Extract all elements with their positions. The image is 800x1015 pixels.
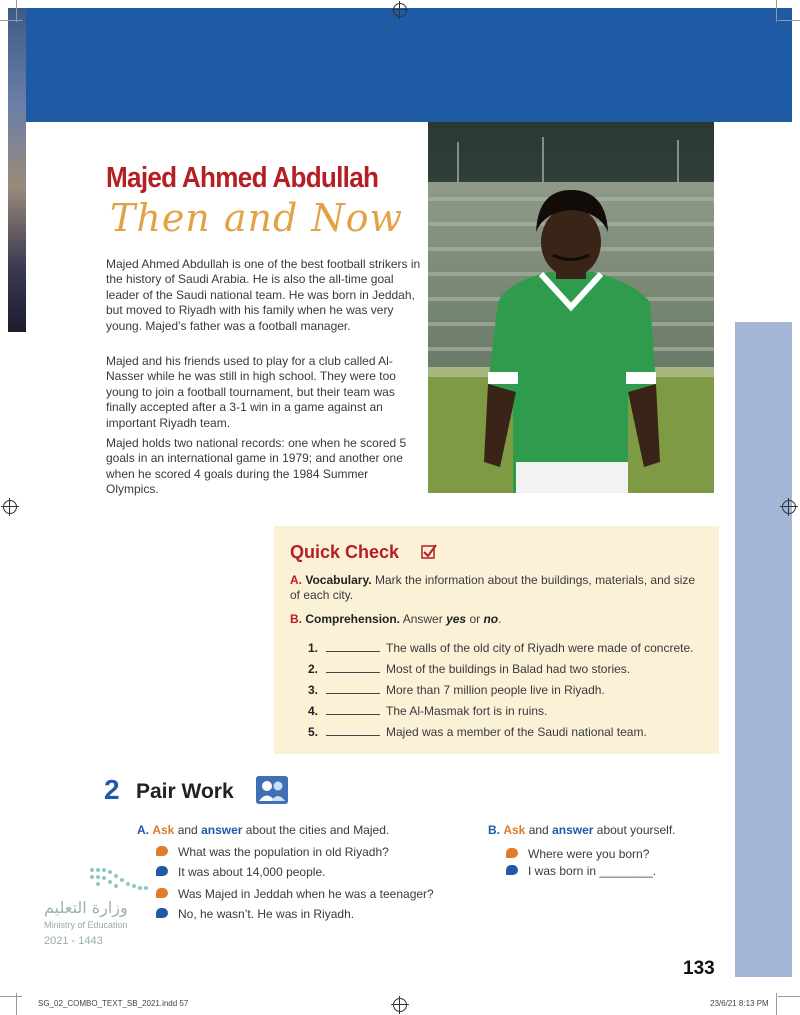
dialogue-line <box>156 865 325 879</box>
item-text: More than 7 million people live in Riyadh. <box>386 683 605 697</box>
quick-check-b-text: Answer <box>402 612 443 626</box>
quick-check-b-label: B. <box>290 612 302 626</box>
speech-bubble-icon <box>156 908 168 918</box>
speech-bubble-icon <box>506 848 518 858</box>
registration-mark <box>393 998 407 1012</box>
pair-work-icon <box>256 776 288 804</box>
answer-blank[interactable] <box>326 640 380 652</box>
crop-mark <box>16 0 17 22</box>
crop-mark <box>0 20 22 21</box>
header-band <box>25 8 792 122</box>
item-number: 3. <box>308 683 319 697</box>
dialogue-text: Was Majed in Jeddah when he was a teenager? <box>178 887 434 901</box>
dialogue-line <box>506 864 656 878</box>
crop-mark <box>0 996 22 997</box>
checkbox-checked-icon <box>421 543 437 559</box>
quick-check-b <box>290 612 700 627</box>
item-text: Most of the buildings in Balad had two stories. <box>386 662 631 676</box>
quick-check-a <box>290 573 700 603</box>
quick-check-a-bold: Vocabulary. <box>305 573 372 587</box>
crop-mark <box>776 993 777 1015</box>
item-number: 2. <box>308 662 319 676</box>
registration-mark <box>393 3 407 17</box>
pair-work-b-rest: about yourself. <box>596 823 676 837</box>
ask-word: Ask <box>152 823 175 837</box>
player-photo <box>428 122 714 493</box>
item-text: Majed was a member of the Saudi national team. <box>386 725 647 739</box>
dialogue-line <box>156 845 389 859</box>
city-skyline-strip <box>8 8 26 332</box>
answer-blank[interactable] <box>326 724 380 736</box>
article-title: Majed Ahmed Abdullah <box>106 162 379 194</box>
article-subtitle: Then and Now <box>110 196 404 240</box>
section-number: 2 <box>104 774 120 805</box>
dialogue-line <box>156 907 354 921</box>
quick-check-item <box>308 682 605 697</box>
quick-check-b-period: . <box>498 612 502 626</box>
pair-work-b-label: B. <box>488 823 500 837</box>
dialogue-line <box>156 887 434 901</box>
registration-mark <box>782 500 796 514</box>
answer-word: answer <box>552 823 594 837</box>
dialogue-line <box>506 847 649 861</box>
answer-blank[interactable] <box>326 703 380 715</box>
speech-bubble-icon <box>156 846 168 856</box>
dialogue-text: No, he wasn’t. He was in Riyadh. <box>178 907 355 921</box>
quick-check-item <box>308 661 630 676</box>
crop-mark <box>778 996 800 997</box>
quick-check-item <box>308 724 647 739</box>
registration-mark <box>3 500 17 514</box>
quick-check-a-text: Mark the information about the buildings, materials, and size of each city. <box>290 573 696 602</box>
ministry-logo-dots <box>88 866 154 892</box>
answer-blank[interactable] <box>326 682 380 694</box>
and-word: and <box>177 823 198 837</box>
quick-check-b-bold: Comprehension. <box>305 612 401 626</box>
ask-word: Ask <box>503 823 526 837</box>
article-paragraph-2: Majed and his friends used to play for a club called Al-Nasser while he was still in high school. They were too young to join a football tournament, but their team was finally accepted after a 3-1 win in a game against an important Riyadh team. <box>106 354 396 430</box>
quick-check-title: Quick Check <box>290 542 400 562</box>
pair-work-a-label: A. <box>137 823 149 837</box>
answer-word: answer <box>201 823 243 837</box>
item-text: The walls of the old city of Riyadh were made of concrete. <box>386 641 694 655</box>
pair-work-b-heading <box>488 823 676 837</box>
dialogue-text: What was the population in old Riyadh? <box>178 845 389 859</box>
ministry-logo-english: Ministry of Education <box>44 920 128 930</box>
ministry-logo-year: 2021 - 1443 <box>44 935 103 947</box>
crop-mark <box>778 20 800 21</box>
quick-check-a-label: A. <box>290 573 302 587</box>
quick-check-b-no: no <box>483 612 499 626</box>
dialogue-text: I was born in ________. <box>528 864 657 878</box>
item-number: 5. <box>308 725 319 739</box>
footer-timestamp: 23/6/21 8:13 PM <box>710 999 769 1008</box>
speech-bubble-icon <box>506 865 518 875</box>
article-paragraph-3: Majed holds two national records: one when he scored 5 goals in an international game in 1979; and another one when he scored 4 goals during the 1984 Summer Olympics. <box>106 436 407 497</box>
section-title: Pair Work <box>136 780 234 803</box>
side-color-bar <box>735 322 792 977</box>
pair-work-a-rest: about the cities and Majed. <box>245 823 390 837</box>
crop-mark <box>776 0 777 22</box>
quick-check-item <box>308 640 693 655</box>
page-number: 133 <box>683 958 715 979</box>
footer-file-name: SG_02_COMBO_TEXT_SB_2021.indd 57 <box>38 999 189 1008</box>
dialogue-text: It was about 14,000 people. <box>178 865 326 879</box>
dialogue-text: Where were you born? <box>528 847 650 861</box>
article-paragraph-1: Majed Ahmed Abdullah is one of the best football strikers in the history of Saudi Arabia. He is also the all-time goal leader of the Saudi national team. He was born in Jeddah, but moved to Riyadh with his family when he was very young. Majed’s father was a football manager. <box>106 257 421 333</box>
quick-check-box <box>274 526 719 754</box>
player-illustration <box>428 122 714 493</box>
pair-work-a-heading <box>137 823 389 837</box>
quick-check-b-or: or <box>469 612 481 626</box>
item-text: The Al-Masmak fort is in ruins. <box>386 704 548 718</box>
quick-check-item <box>308 703 547 718</box>
answer-blank[interactable] <box>326 661 380 673</box>
item-number: 4. <box>308 704 319 718</box>
speech-bubble-icon <box>156 888 168 898</box>
quick-check-b-yes: yes <box>446 612 467 626</box>
item-number: 1. <box>308 641 319 655</box>
ministry-logo-arabic: وزارة التعليم <box>44 898 128 917</box>
and-word: and <box>528 823 549 837</box>
speech-bubble-icon <box>156 866 168 876</box>
